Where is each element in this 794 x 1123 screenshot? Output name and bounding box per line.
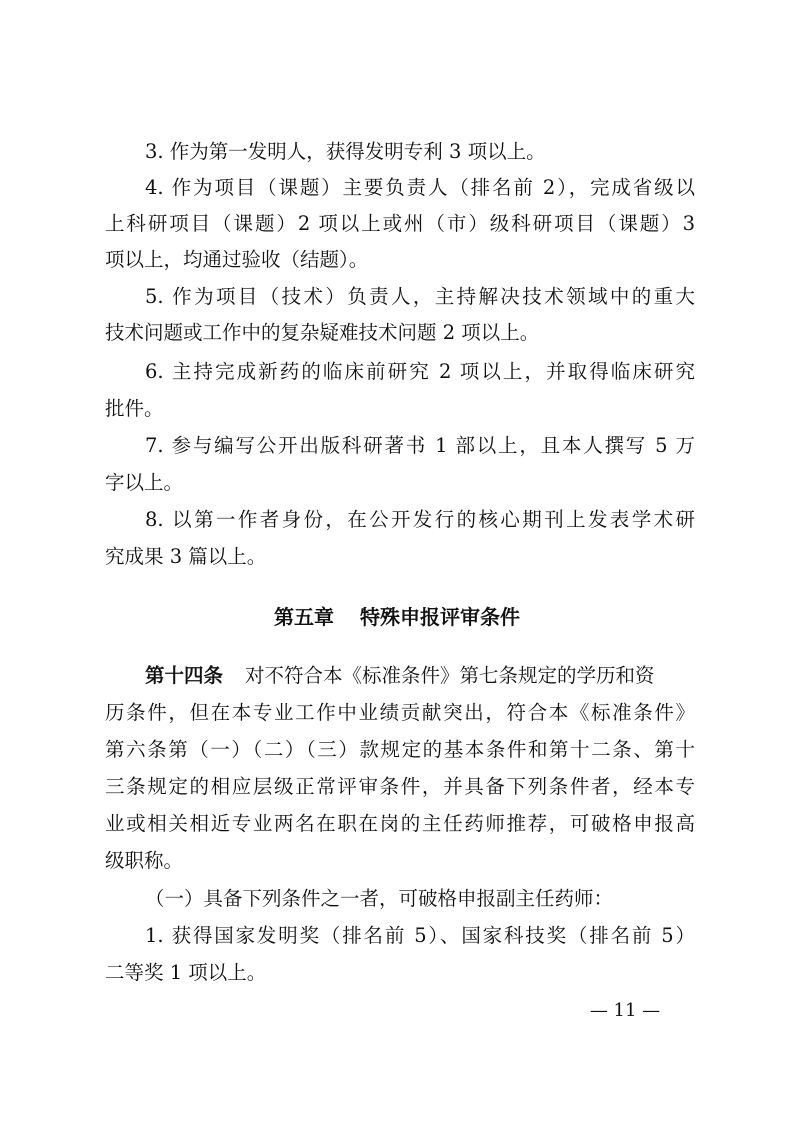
paragraph-8-line-2: 究成果 3 篇以上。	[105, 545, 267, 568]
paragraph-4-line-2: 上科研项目（课题）2 项以上或州（市）级科研项目（课题）3	[105, 212, 695, 235]
paragraph-3-line-1: 3. 作为第一发明人，获得发明专利 3 项以上。	[145, 140, 546, 163]
paragraph-4-line-3: 项以上，均通过验收（结题）。	[105, 248, 369, 271]
paragraph-6-line-1: 6. 主持完成新药的临床前研究 2 项以上，并取得临床研究	[145, 360, 695, 383]
article-14-line-2: 历条件，但在本专业工作中业绩贡献突出，符合本《标准条件》	[105, 701, 695, 724]
article-14-line-5: 业或相关相近专业两名在职在岗的主任药师推荐，可破格申报高	[105, 812, 695, 835]
chapter-title: 特殊申报评审条件	[360, 605, 520, 629]
paragraph-8-line-1: 8. 以第一作者身份，在公开发行的核心期刊上发表学术研	[145, 508, 695, 531]
article-14-line-3: 第六条第（一）（二）（三）款规定的基本条件和第十二条、第十	[105, 738, 695, 761]
article-14-line-1	[145, 662, 695, 690]
paragraph-5-line-2: 技术问题或工作中的复杂疑难技术问题 2 项以上。	[105, 321, 540, 344]
paragraph-5-line-1: 5. 作为项目（技术）负责人，主持解决技术领域中的重大	[145, 285, 695, 308]
chapter-number: 第五章	[274, 605, 334, 629]
page-number: — 11 —	[589, 1000, 661, 1021]
article-14-line-4: 三条规定的相应层级正常评审条件，并具备下列条件者，经本专	[105, 775, 695, 798]
clause-1-line-1: （一）具备下列条件之一者，可破格申报副主任药师：	[145, 887, 614, 910]
article-14-line-6: 级职称。	[105, 849, 184, 872]
item-1-line-1: 1. 获得国家发明奖（排名前 5）、国家科技奖（排名前 5）	[145, 924, 695, 947]
article-14-label: 第十四条	[145, 664, 224, 687]
article-14-text-1: 对不符合本《标准条件》第七条规定的学历和资	[245, 664, 655, 687]
paragraph-6-line-2: 批件。	[105, 397, 164, 420]
paragraph-4-line-1: 4. 作为项目（课题）主要负责人（排名前 2），完成省级以	[145, 176, 695, 199]
paragraph-7-line-2: 字以上。	[105, 471, 184, 494]
item-1-line-2: 二等奖 1 项以上。	[105, 961, 267, 984]
paragraph-7-line-1: 7. 参与编写公开出版科研著书 1 部以上，且本人撰写 5 万	[145, 434, 695, 457]
chapter-heading	[0, 603, 794, 631]
